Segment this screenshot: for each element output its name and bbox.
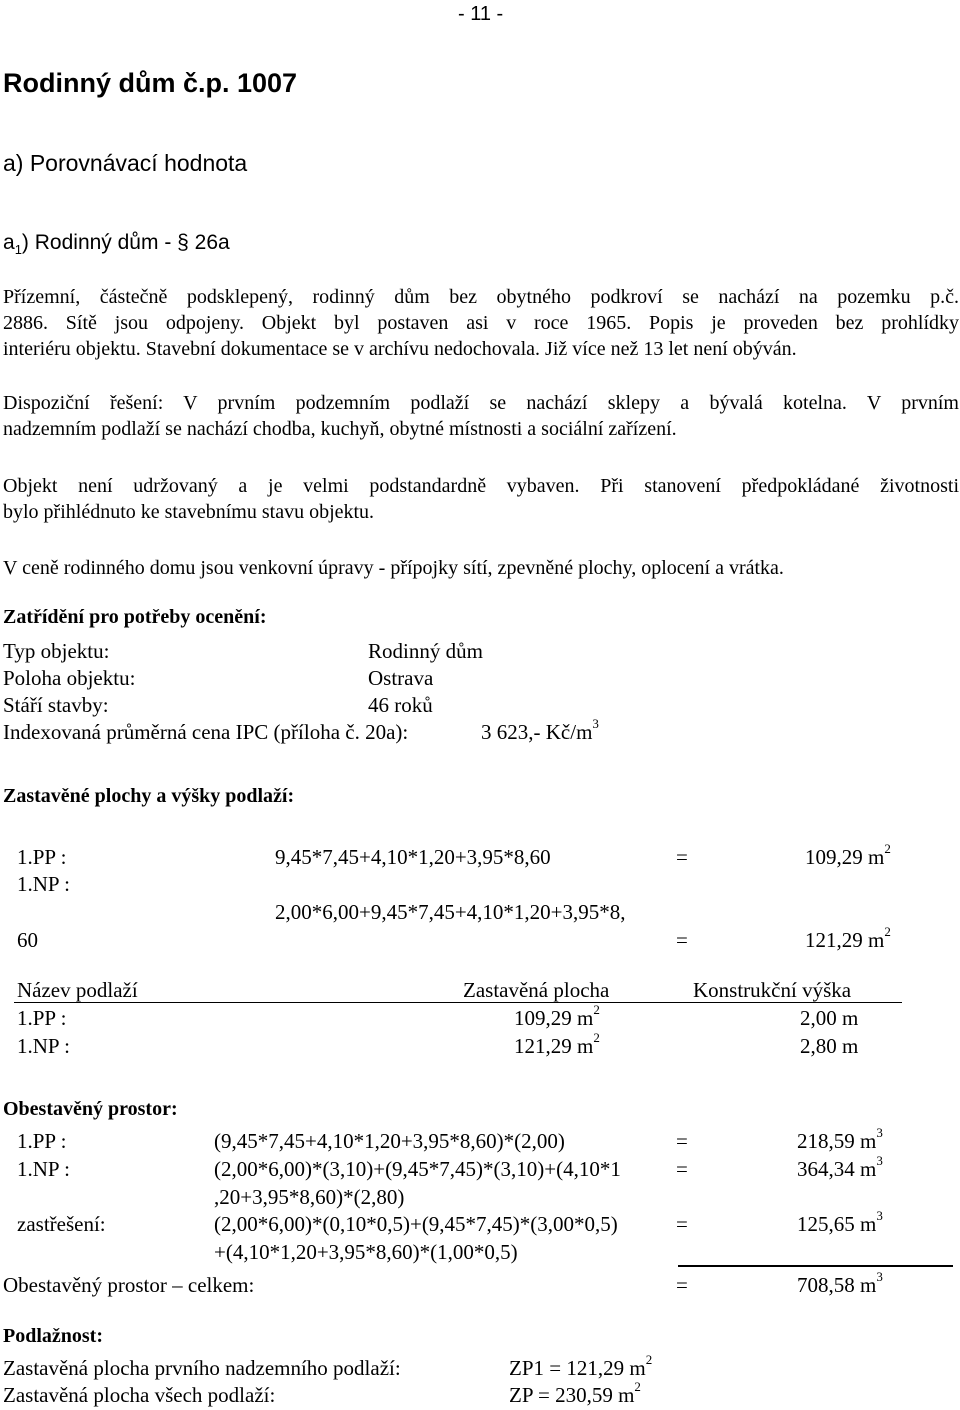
podlaznost-value-1 <box>509 1352 653 1380</box>
cena-line: V ceně rodinného domu jsou venkovní úpravy - přípojky sítí, zpevněné plochy, oplocení a vrátka. <box>3 557 784 579</box>
a1-subscript: 1 <box>14 242 22 258</box>
zastavene-pp-value <box>805 841 891 869</box>
obestaveny-pp-value <box>797 1125 883 1153</box>
obestaveny-strecha-exp: 3 <box>876 1208 883 1223</box>
dispozice-line-1: Dispoziční řešení: V prvním podzemním podlaží se nachází sklepy a bývalá kotelna. V prvním <box>3 392 959 414</box>
podlaznost-label-1: Zastavěná plocha prvního nadzemního podlaží: <box>3 1356 401 1380</box>
ipc-exponent: 3 <box>592 716 599 731</box>
zatrideni-value-poloha: Ostrava <box>368 666 434 690</box>
page-title: Rodinný dům č.p. 1007 <box>3 68 298 98</box>
zastavene-np-exp: 2 <box>884 924 891 939</box>
podlaznost-heading: Podlažnost: <box>3 1325 103 1347</box>
total-rule <box>678 1265 953 1267</box>
stav-line-2: bylo přihlédnuto ke stavebnímu stavu objektu. <box>3 501 375 523</box>
dispozice-paragraph <box>3 390 959 442</box>
section-heading-a: a) Porovnávací hodnota <box>3 150 248 176</box>
cena-paragraph <box>3 555 959 581</box>
obestaveny-total-value-text: 708,58 m <box>797 1273 877 1297</box>
intro-line-2: 2886. Sítě jsou odpojeny. Objekt byl postaven asi v roce 1965. Popis je proveden bez prohlídky <box>3 312 959 334</box>
stav-paragraph <box>3 473 959 525</box>
table-row-2-area <box>514 1030 600 1058</box>
obestaveny-np-label: 1.NP : <box>17 1157 70 1181</box>
a1-prefix: a <box>3 231 15 254</box>
table-header-vyska: Konstrukční výška <box>693 978 852 1002</box>
obestaveny-np-value <box>797 1153 883 1181</box>
intro-line-3: interiéru objektu. Stavební dokumentace se v archívu nedochovala. Již více než 13 let není obýván. <box>3 338 797 360</box>
table-row-1-exp: 2 <box>593 1002 600 1017</box>
table-row-2-name: 1.NP : <box>17 1034 70 1058</box>
zastavene-pp-label: 1.PP : <box>17 845 67 869</box>
obestaveny-pp-label: 1.PP : <box>17 1129 67 1153</box>
zatrideni-heading: Zatřídění pro potřeby ocenění: <box>3 606 267 628</box>
obestaveny-np-value-text: 364,34 m <box>797 1157 877 1181</box>
ipc-value-text: 3 623,- Kč/m <box>481 720 593 744</box>
obestaveny-total-value <box>797 1269 883 1297</box>
podlaznost-value-1-text: ZP1 = 121,29 m <box>509 1356 646 1380</box>
obestaveny-np-formula-2: ,20+3,95*8,60)*(2,80) <box>214 1185 405 1209</box>
zastavene-heading: Zastavěné plochy a výšky podlaží: <box>3 785 295 807</box>
table-row-1-area <box>514 1002 600 1030</box>
zatrideni-value-stari: 46 roků <box>368 693 433 717</box>
table-row-1-name: 1.PP : <box>17 1006 67 1030</box>
intro-paragraph <box>3 284 959 362</box>
table-row-2-height: 2,80 m <box>800 1034 859 1058</box>
obestaveny-pp-exp: 3 <box>876 1125 883 1140</box>
obestaveny-np-formula-1: (2,00*6,00)*(3,10)+(9,45*7,45)*(3,10)+(4,10*1 <box>214 1157 621 1181</box>
zatrideni-label-typ: Typ objektu: <box>3 639 110 663</box>
page-number: - 11 - <box>458 3 504 25</box>
table-row-2-exp: 2 <box>593 1030 600 1045</box>
stav-line-1: Objekt není udržovaný a je velmi podstandardně vybaven. Při stanovení předpokládané životnosti <box>3 475 959 497</box>
ipc-label: Indexovaná průměrná cena IPC (příloha č. 20a): <box>3 720 409 744</box>
obestaveny-total-eq: = <box>676 1273 688 1297</box>
podlaznost-value-2 <box>509 1379 641 1407</box>
zastavene-np-eq: = <box>676 928 688 952</box>
zastavene-np-label: 1.NP : <box>17 872 70 896</box>
obestaveny-strecha-label: zastřešení: <box>17 1212 106 1236</box>
obestaveny-total-label: Obestavěný prostor – celkem: <box>3 1273 255 1297</box>
zastavene-pp-exp: 2 <box>884 841 891 856</box>
intro-line-1: Přízemní, částečně podsklepený, rodinný dům bez obytného podkroví se nachází na pozemku p.č. <box>3 286 959 308</box>
zatrideni-label-poloha: Poloha objektu: <box>3 666 136 690</box>
a1-text: ) Rodinný dům - § 26a <box>21 231 230 254</box>
podlaznost-exp-2: 2 <box>634 1379 641 1394</box>
obestaveny-heading: Obestavěný prostor: <box>3 1098 178 1120</box>
obestaveny-strecha-value <box>797 1208 883 1236</box>
zastavene-pp-eq: = <box>676 845 688 869</box>
obestaveny-np-exp: 3 <box>876 1153 883 1168</box>
section-heading-a1 <box>3 232 230 256</box>
obestaveny-pp-eq: = <box>676 1129 688 1153</box>
podlaznost-value-2-text: ZP = 230,59 m <box>509 1383 635 1407</box>
obestaveny-total-exp: 3 <box>876 1269 883 1284</box>
obestaveny-strecha-formula-1: (2,00*6,00)*(0,10*0,5)+(9,45*7,45)*(3,00*0,5) <box>214 1212 618 1236</box>
obestaveny-pp-formula: (9,45*7,45+4,10*1,20+3,95*8,60)*(2,00) <box>214 1129 565 1153</box>
podlaznost-label-2: Zastavěná plocha všech podlaží: <box>3 1383 276 1407</box>
zastavene-pp-value-text: 109,29 m <box>805 845 885 869</box>
zatrideni-label-stari: Stáří stavby: <box>3 693 109 717</box>
table-header-nazev: Název podlaží <box>17 978 138 1002</box>
zastavene-np-cont: 60 <box>17 928 38 952</box>
table-row-2-area-text: 121,29 m <box>514 1034 594 1058</box>
ipc-value <box>481 716 599 744</box>
obestaveny-strecha-value-text: 125,65 m <box>797 1212 877 1236</box>
zastavene-pp-formula: 9,45*7,45+4,10*1,20+3,95*8,60 <box>275 845 551 869</box>
zatrideni-value-typ: Rodinný dům <box>368 639 483 663</box>
table-row-1-height: 2,00 m <box>800 1006 859 1030</box>
dispozice-line-2: nadzemním podlaží se nachází chodba, kuchyň, obytné místnosti a sociální zařízení. <box>3 418 677 440</box>
zastavene-np-formula: 2,00*6,00+9,45*7,45+4,10*1,20+3,95*8, <box>275 900 626 924</box>
table-header-plocha: Zastavěná plocha <box>463 978 610 1002</box>
zastavene-np-value-text: 121,29 m <box>805 928 885 952</box>
obestaveny-pp-value-text: 218,59 m <box>797 1129 877 1153</box>
obestaveny-np-eq: = <box>676 1157 688 1181</box>
table-header-rule <box>14 1002 902 1003</box>
obestaveny-strecha-formula-2: +(4,10*1,20+3,95*8,60)*(1,00*0,5) <box>214 1240 518 1264</box>
table-row-1-area-text: 109,29 m <box>514 1006 594 1030</box>
obestaveny-strecha-eq: = <box>676 1212 688 1236</box>
podlaznost-exp-1: 2 <box>645 1352 653 1367</box>
zastavene-np-value <box>805 924 891 952</box>
